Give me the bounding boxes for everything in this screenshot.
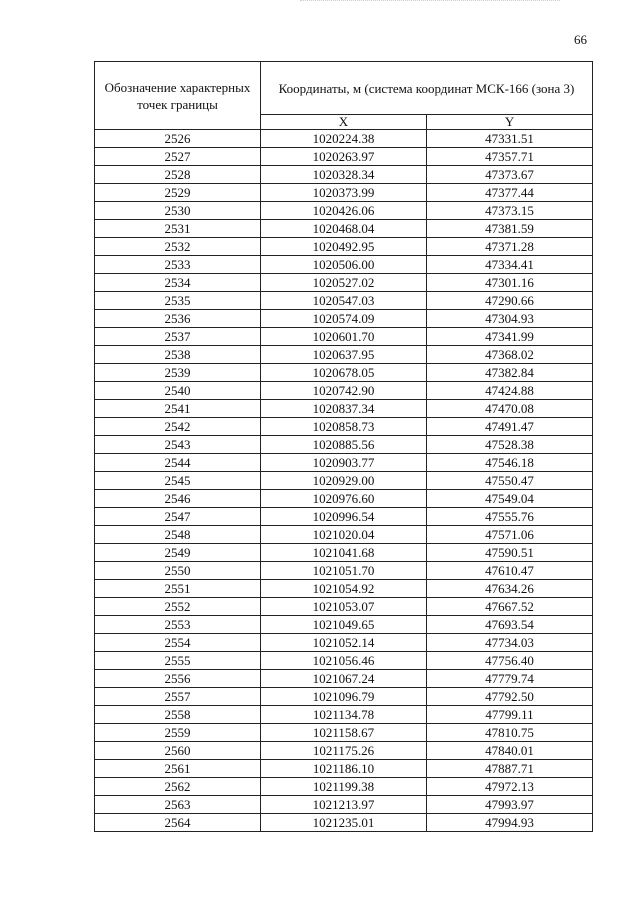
y-coordinate-cell: 47331.51 [427, 130, 593, 148]
coordinates-table [94, 61, 593, 832]
point-id-cell: 2541 [95, 400, 261, 418]
y-coordinate-cell: 47301.16 [427, 274, 593, 292]
y-coordinate-cell: 47371.28 [427, 238, 593, 256]
point-id-cell: 2532 [95, 238, 261, 256]
table-row [95, 580, 593, 598]
table-row [95, 382, 593, 400]
point-id-cell: 2529 [95, 184, 261, 202]
table-row [95, 418, 593, 436]
x-coordinate-cell: 1020601.70 [261, 328, 427, 346]
y-coordinate-cell: 47377.44 [427, 184, 593, 202]
point-id-cell: 2545 [95, 472, 261, 490]
y-coordinate-cell: 47382.84 [427, 364, 593, 382]
point-id-cell: 2559 [95, 724, 261, 742]
y-coordinate-cell: 47555.76 [427, 508, 593, 526]
table-row [95, 328, 593, 346]
y-coordinate-cell: 47357.71 [427, 148, 593, 166]
y-coordinate-cell: 47734.03 [427, 634, 593, 652]
point-id-cell: 2550 [95, 562, 261, 580]
point-id-cell: 2558 [95, 706, 261, 724]
x-coordinate-cell: 1020742.90 [261, 382, 427, 400]
table-row [95, 526, 593, 544]
y-coordinate-cell: 47887.71 [427, 760, 593, 778]
table-row [95, 166, 593, 184]
x-coordinate-cell: 1021186.10 [261, 760, 427, 778]
x-coordinate-cell: 1021134.78 [261, 706, 427, 724]
table-row [95, 238, 593, 256]
table-row [95, 256, 593, 274]
table-row [95, 184, 593, 202]
y-coordinate-cell: 47610.47 [427, 562, 593, 580]
x-coordinate-cell: 1021052.14 [261, 634, 427, 652]
y-coordinate-cell: 47779.74 [427, 670, 593, 688]
table-row [95, 454, 593, 472]
x-coordinate-cell: 1021067.24 [261, 670, 427, 688]
table-row [95, 562, 593, 580]
point-id-cell: 2530 [95, 202, 261, 220]
y-coordinate-cell: 47334.41 [427, 256, 593, 274]
y-coordinate-cell: 47373.67 [427, 166, 593, 184]
y-coordinate-cell: 47470.08 [427, 400, 593, 418]
y-coordinate-cell: 47549.04 [427, 490, 593, 508]
table-row [95, 670, 593, 688]
point-id-cell: 2531 [95, 220, 261, 238]
point-id-cell: 2538 [95, 346, 261, 364]
y-coordinate-cell: 47528.38 [427, 436, 593, 454]
point-id-cell: 2546 [95, 490, 261, 508]
y-coordinate-cell: 47341.99 [427, 328, 593, 346]
x-coordinate-cell: 1021049.65 [261, 616, 427, 634]
x-coordinate-cell: 1021096.79 [261, 688, 427, 706]
point-id-cell: 2563 [95, 796, 261, 814]
point-id-cell: 2564 [95, 814, 261, 832]
page-number: 66 [574, 32, 587, 47]
x-coordinate-cell: 1021020.04 [261, 526, 427, 544]
point-id-cell: 2555 [95, 652, 261, 670]
x-coordinate-cell: 1021213.97 [261, 796, 427, 814]
x-coordinate-cell: 1020527.02 [261, 274, 427, 292]
x-coordinate-cell: 1020885.56 [261, 436, 427, 454]
table-row [95, 400, 593, 418]
x-coordinate-cell: 1020426.06 [261, 202, 427, 220]
x-coordinate-cell: 1020574.09 [261, 310, 427, 328]
point-id-cell: 2534 [95, 274, 261, 292]
x-coordinate-cell: 1020547.03 [261, 292, 427, 310]
point-id-cell: 2540 [95, 382, 261, 400]
y-coordinate-cell: 47373.15 [427, 202, 593, 220]
point-id-cell: 2537 [95, 328, 261, 346]
y-coordinate-cell: 47792.50 [427, 688, 593, 706]
point-id-cell: 2548 [95, 526, 261, 544]
x-coordinate-cell: 1020506.00 [261, 256, 427, 274]
x-coordinate-cell: 1020492.95 [261, 238, 427, 256]
table-row [95, 364, 593, 382]
point-id-cell: 2547 [95, 508, 261, 526]
y-coordinate-cell: 47667.52 [427, 598, 593, 616]
table-row [95, 634, 593, 652]
x-coordinate-cell: 1020678.05 [261, 364, 427, 382]
y-coordinate-cell: 47634.26 [427, 580, 593, 598]
point-id-cell: 2561 [95, 760, 261, 778]
x-coordinate-cell: 1020976.60 [261, 490, 427, 508]
y-coordinate-cell: 47840.01 [427, 742, 593, 760]
point-id-cell: 2551 [95, 580, 261, 598]
table-row [95, 742, 593, 760]
point-id-cell: 2533 [95, 256, 261, 274]
table-row [95, 202, 593, 220]
point-id-cell: 2526 [95, 130, 261, 148]
y-coordinate-cell: 47972.13 [427, 778, 593, 796]
table-row [95, 724, 593, 742]
point-id-cell: 2562 [95, 778, 261, 796]
point-id-cell: 2535 [95, 292, 261, 310]
y-coordinate-cell: 47799.11 [427, 706, 593, 724]
y-coordinate-cell: 47304.93 [427, 310, 593, 328]
table-body [95, 130, 593, 832]
point-id-cell: 2552 [95, 598, 261, 616]
x-coordinate-cell: 1021054.92 [261, 580, 427, 598]
y-coordinate-cell: 47546.18 [427, 454, 593, 472]
x-coordinate-cell: 1020996.54 [261, 508, 427, 526]
x-coordinate-cell: 1021051.70 [261, 562, 427, 580]
x-coordinate-cell: 1020858.73 [261, 418, 427, 436]
y-coordinate-cell: 47994.93 [427, 814, 593, 832]
table-row [95, 310, 593, 328]
x-coordinate-cell: 1021056.46 [261, 652, 427, 670]
table-row [95, 778, 593, 796]
x-coordinate-cell: 1021053.07 [261, 598, 427, 616]
point-id-cell: 2560 [95, 742, 261, 760]
x-coordinate-cell: 1020328.34 [261, 166, 427, 184]
table-row [95, 490, 593, 508]
y-coordinate-cell: 47424.88 [427, 382, 593, 400]
x-coordinate-cell: 1021199.38 [261, 778, 427, 796]
point-id-cell: 2536 [95, 310, 261, 328]
y-coordinate-cell: 47290.66 [427, 292, 593, 310]
x-coordinate-cell: 1021158.67 [261, 724, 427, 742]
y-coordinate-cell: 47993.97 [427, 796, 593, 814]
table-row [95, 130, 593, 148]
coordinates-header-text: Координаты, м (система координат МСК-166 (зона 3) [278, 80, 575, 96]
x-coordinate-cell: 1021175.26 [261, 742, 427, 760]
y-coordinate-cell: 47368.02 [427, 346, 593, 364]
point-id-cell: 2527 [95, 148, 261, 166]
x-coordinate-cell: 1020903.77 [261, 454, 427, 472]
table-row [95, 598, 593, 616]
y-column-header: Y [427, 115, 593, 130]
table-row [95, 148, 593, 166]
y-coordinate-cell: 47571.06 [427, 526, 593, 544]
x-coordinate-cell: 1020373.99 [261, 184, 427, 202]
x-coordinate-cell: 1020637.95 [261, 346, 427, 364]
x-coordinate-cell: 1020468.04 [261, 220, 427, 238]
scan-artifact-line [300, 0, 560, 4]
table-row [95, 544, 593, 562]
table-row [95, 814, 593, 832]
table-row [95, 706, 593, 724]
point-id-cell: 2556 [95, 670, 261, 688]
y-coordinate-cell: 47590.51 [427, 544, 593, 562]
x-coordinate-cell: 1021041.68 [261, 544, 427, 562]
point-id-cell: 2543 [95, 436, 261, 454]
point-id-cell: 2544 [95, 454, 261, 472]
table-row [95, 796, 593, 814]
table-row [95, 436, 593, 454]
point-id-cell: 2553 [95, 616, 261, 634]
y-coordinate-cell: 47381.59 [427, 220, 593, 238]
point-id-cell: 2554 [95, 634, 261, 652]
table-row [95, 688, 593, 706]
y-coordinate-cell: 47756.40 [427, 652, 593, 670]
y-coordinate-cell: 47491.47 [427, 418, 593, 436]
point-designation-header [95, 62, 261, 130]
y-coordinate-cell: 47693.54 [427, 616, 593, 634]
coordinates-header [261, 62, 593, 115]
x-coordinate-cell: 1021235.01 [261, 814, 427, 832]
point-id-cell: 2539 [95, 364, 261, 382]
table-row [95, 508, 593, 526]
table-row [95, 652, 593, 670]
table-row [95, 292, 593, 310]
point-designation-header-text: Обозначение характерных точек границы [104, 79, 251, 112]
x-coordinate-cell: 1020224.38 [261, 130, 427, 148]
table-row [95, 760, 593, 778]
x-coordinate-cell: 1020929.00 [261, 472, 427, 490]
x-coordinate-cell: 1020837.34 [261, 400, 427, 418]
y-coordinate-cell: 47550.47 [427, 472, 593, 490]
table-row [95, 616, 593, 634]
x-column-header: X [261, 115, 427, 130]
table-row [95, 346, 593, 364]
y-coordinate-cell: 47810.75 [427, 724, 593, 742]
x-coordinate-cell: 1020263.97 [261, 148, 427, 166]
table-row [95, 274, 593, 292]
point-id-cell: 2528 [95, 166, 261, 184]
point-id-cell: 2557 [95, 688, 261, 706]
point-id-cell: 2549 [95, 544, 261, 562]
table-row [95, 220, 593, 238]
table-row [95, 472, 593, 490]
point-id-cell: 2542 [95, 418, 261, 436]
